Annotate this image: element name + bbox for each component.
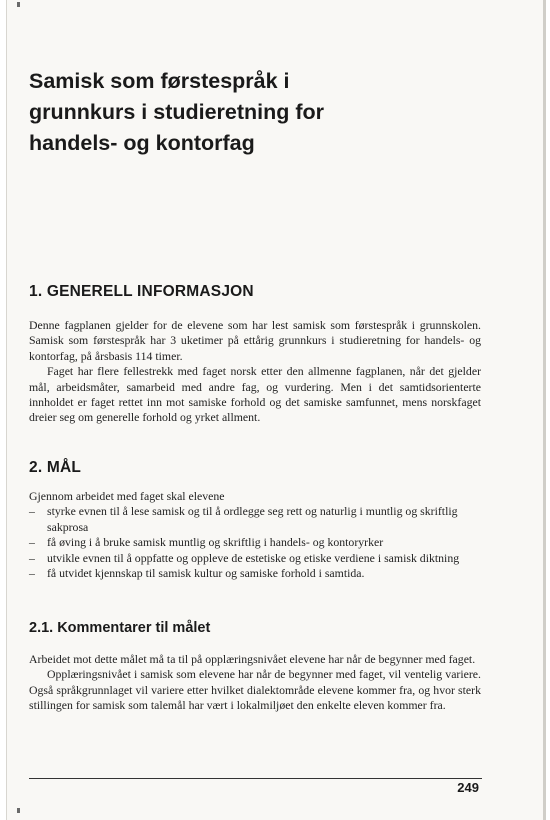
section-body-mal [29,489,481,581]
goal-list [29,504,481,581]
list-item-text: få øving i å bruke samisk muntlig og skriftlig i handels- og kontoryrker [47,535,384,550]
title-line: handels- og kontorfag [29,131,255,155]
title-line: Samisk som førstespråk i [29,69,290,93]
title-line: grunnkurs i studieretning for [29,100,325,124]
paragraph: Denne fagplanen gjelder for de elevene som har lest samisk som førstespråk i grunnskolen. Samisk som førstespråk har 3 uketimer på ettårig grunnkurs i studieretning for handels- og kontorfag, på årsbasis 114 timer. [29,318,481,363]
list-item [29,504,481,535]
section-heading-mal: 2. MÅL [29,459,82,476]
dash-bullet: – [29,535,35,550]
list-item [29,551,481,566]
list-intro: Gjennom arbeidet med faget skal elevene [29,489,225,503]
scan-mark [17,808,20,813]
dash-bullet: – [29,566,35,581]
subsection-body-kommentarer [29,652,481,714]
page-title [29,66,449,159]
list-item-text: utvikle evnen til å oppfatte og oppleve de estetiske og etiske verdiene i samisk diktning [47,550,460,565]
list-item [29,566,481,581]
document-page [6,0,546,820]
page-number: 249 [457,780,479,795]
scan-mark [17,2,20,7]
section-heading-generell-informasjon: 1. GENERELL INFORMASJON [29,283,254,300]
list-item-text: få utvidet kjennskap til samisk kultur og samiske forhold i samtida. [47,566,365,581]
paragraph: Faget har flere fellestrekk med faget norsk etter den allmenne fagplanen, når det gjelder mål, arbeidsmåter, samarbeid med andre fag, og vurdering. Men i det samtidsorienterte innholdet er faget rettet inn mot samiske forhold og det samiske samfunnet, mens norskfaget dreier seg om generelle forhold og yrket allment. [29,364,481,425]
section-body-generell-informasjon [29,318,481,426]
paragraph: Arbeidet mot dette målet må ta til på opplæringsnivået elevene har når de begynner med faget. [29,652,476,666]
subsection-heading-kommentarer: 2.1. Kommentarer til målet [29,620,211,636]
footer-rule [29,778,482,779]
dash-bullet: – [29,504,35,519]
paragraph: Opplæringsnivået i samisk som elevene har når de begynner med faget, vil ventelig variere. Også språkgrunnlaget vil variere etter hvilket dialektområde elevene kommer fra, og hvor sterk stillingen for samisk som talemål har vært i lokalmiljøet den enkelte eleven kommer fra. [29,667,481,713]
list-item-text: styrke evnen til å lese samisk og til å ordlegge seg rett og naturlig i muntlig og skriftlig sakprosa [47,504,458,534]
list-item [29,535,481,550]
dash-bullet: – [29,550,35,565]
